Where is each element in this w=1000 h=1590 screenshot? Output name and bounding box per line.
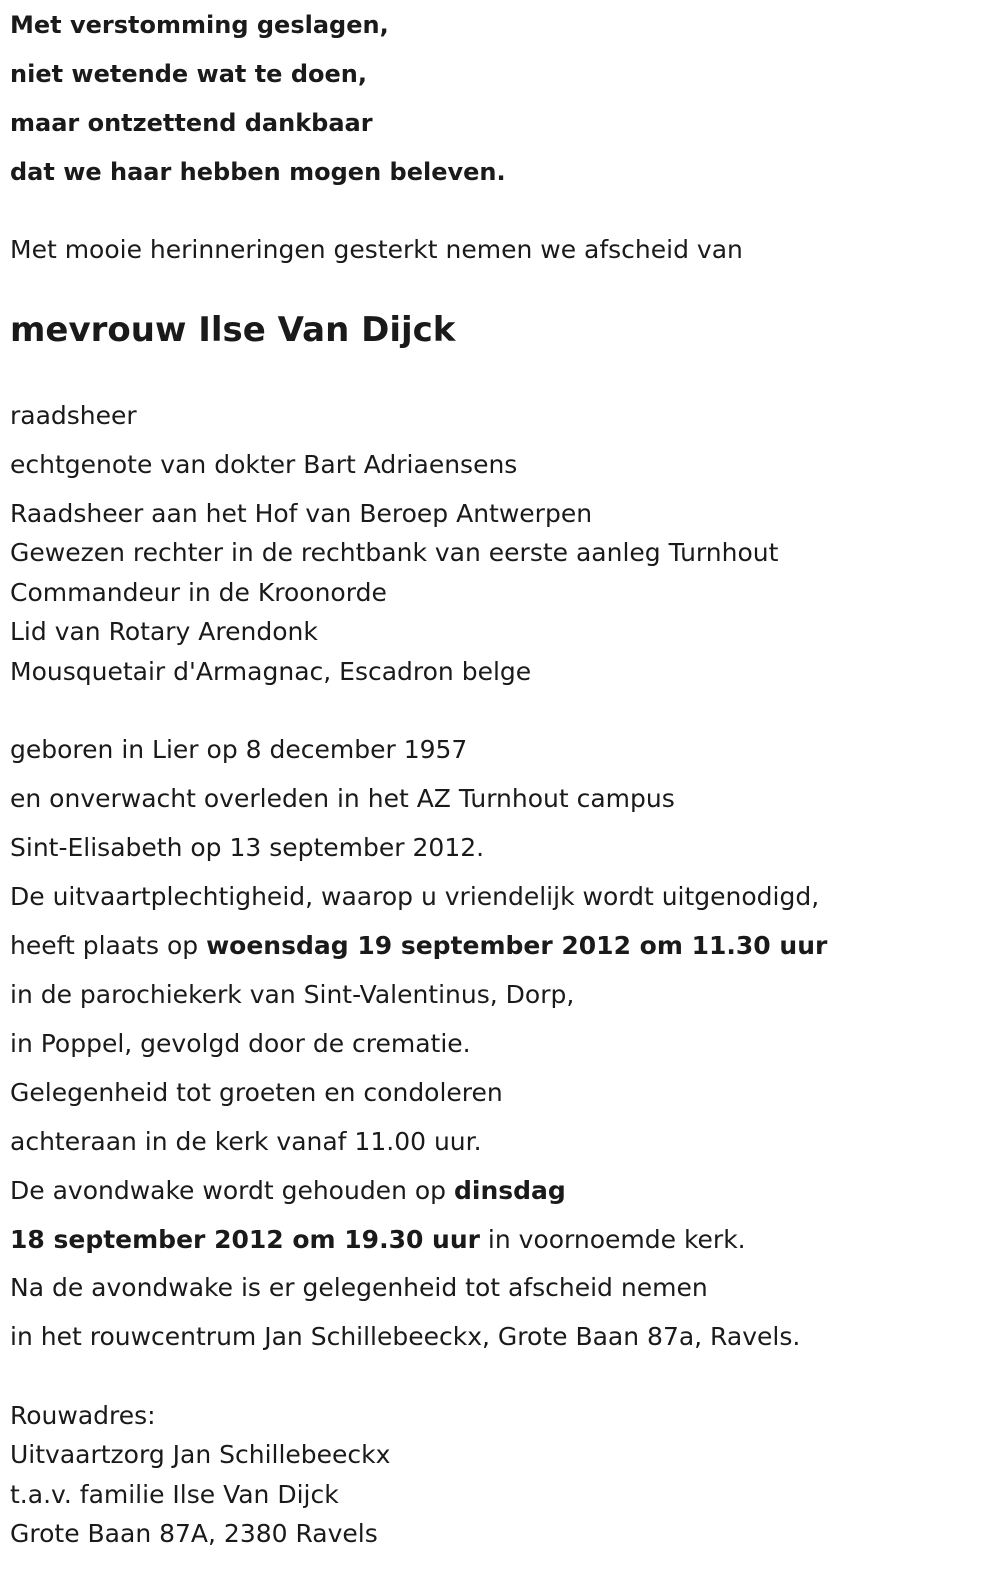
function-line: Commandeur in de Kroonorde <box>10 578 387 607</box>
funeral-text: De uitvaartplechtigheid, waarop u vriendelijk wordt uitgenodigd, <box>10 882 820 911</box>
wake-date: 18 september 2012 om 19.30 uur <box>10 1225 480 1254</box>
function-line: Gewezen rechter in de rechtbank van eerste aanleg Turnhout <box>10 538 779 567</box>
died-text: Sint-Elisabeth op 13 september 2012. <box>10 833 485 862</box>
wake-suffix: in voornoemde kerk. <box>479 1225 746 1254</box>
died-text: en onverwacht overleden in het AZ Turnhout campus <box>10 784 675 813</box>
funeral-location: in de parochiekerk van Sint-Valentinus, Dorp, <box>10 980 575 1009</box>
poem-line: dat we haar hebben mogen beleven. <box>10 158 506 186</box>
funeral-date: woensdag 19 september 2012 om 11.30 uur <box>206 931 828 960</box>
wake-day: dinsdag <box>453 1176 566 1205</box>
funeral-date-line <box>10 931 827 961</box>
born-text: geboren in Lier op 8 december 1957 <box>10 735 468 764</box>
function-line: Raadsheer aan het Hof van Beroep Antwerpen <box>10 499 593 528</box>
wake-line <box>10 1176 566 1206</box>
funeral-location: in Poppel, gevolgd door de crematie. <box>10 1029 471 1058</box>
address-line: t.a.v. familie Ilse Van Dijck <box>10 1480 339 1509</box>
condolence-text: Gelegenheid tot groeten en condoleren <box>10 1078 503 1107</box>
wake-text: Na de avondwake is er gelegenheid tot afscheid nemen <box>10 1273 708 1302</box>
wake-text: in het rouwcentrum Jan Schillebeeckx, Grote Baan 87a, Ravels. <box>10 1322 801 1351</box>
wake-date-line <box>10 1225 746 1255</box>
spouse-text: echtgenote van dokter Bart Adriaensens <box>10 450 518 479</box>
poem-line: maar ontzettend dankbaar <box>10 109 373 137</box>
intro-text: Met mooie herinneringen gesterkt nemen we afscheid van <box>10 235 743 264</box>
address-line: Uitvaartzorg Jan Schillebeeckx <box>10 1440 391 1469</box>
title-text: raadsheer <box>10 401 137 430</box>
address-label: Rouwadres: <box>10 1401 156 1430</box>
wake-prefix: De avondwake wordt gehouden op <box>10 1176 454 1205</box>
poem-line: Met verstomming geslagen, <box>10 11 389 39</box>
condolence-text: achteraan in de kerk vanaf 11.00 uur. <box>10 1127 482 1156</box>
function-line: Mousquetair d'Armagnac, Escadron belge <box>10 657 532 686</box>
function-line: Lid van Rotary Arendonk <box>10 617 318 646</box>
funeral-prefix: heeft plaats op <box>10 931 207 960</box>
poem-line: niet wetende wat te doen, <box>10 60 367 88</box>
deceased-name: mevrouw Ilse Van Dijck <box>10 310 456 350</box>
address-line: Grote Baan 87A, 2380 Ravels <box>10 1519 378 1548</box>
